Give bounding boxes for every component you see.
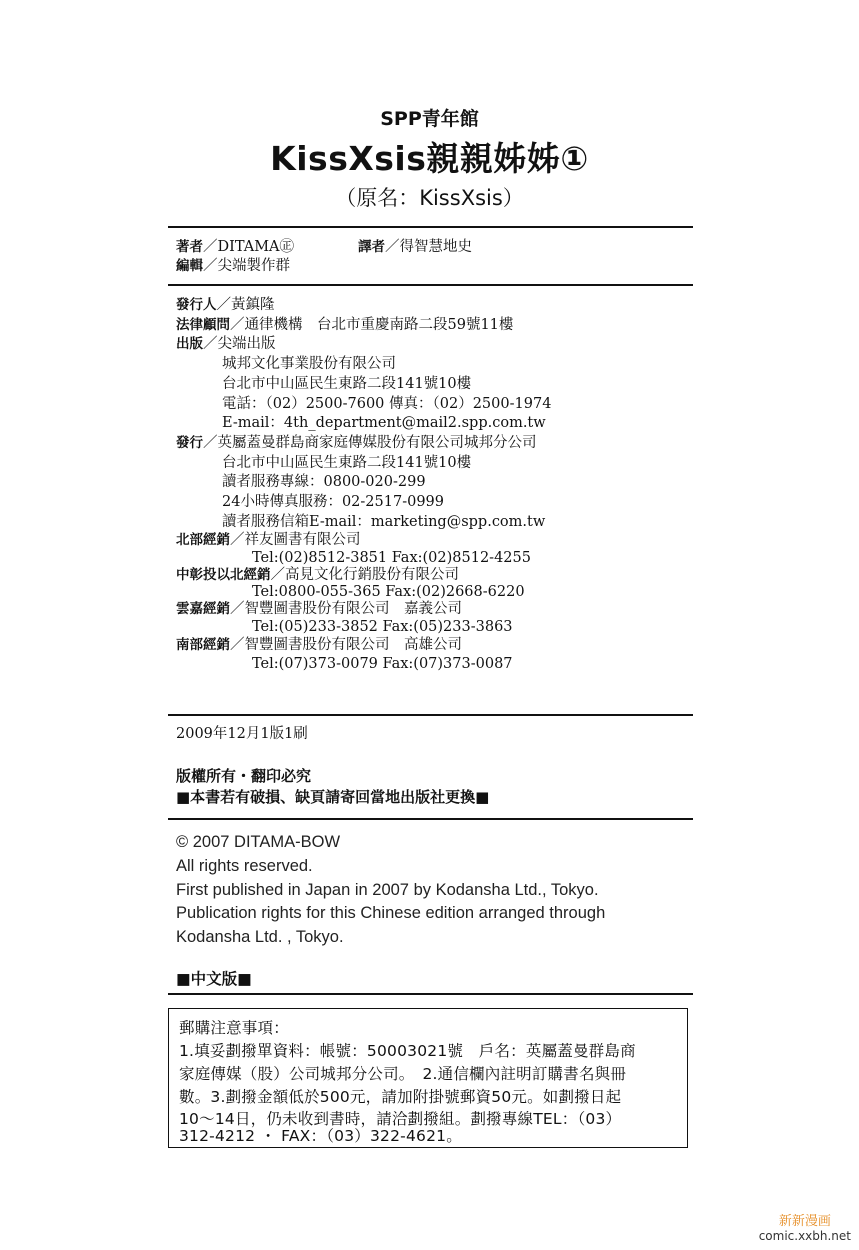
south-label: 南部經銷	[176, 637, 230, 653]
notice-line: 10～14日，仍未收到書時，請洽劃撥組。劃撥專線TEL：（03）	[179, 1110, 622, 1128]
yunjia-label: 雲嘉經銷	[176, 601, 230, 617]
imprint-label: SPP青年館	[380, 108, 479, 130]
legal-line: 法律顧問／通律機構 台北市重慶南路二段59號11樓	[176, 317, 514, 333]
watermark-url: comic.xxbh.net	[758, 1229, 851, 1243]
divider-credits	[168, 284, 693, 286]
editor-line: 編輯／尖端製作群	[176, 258, 290, 274]
publish-address-line: 城邦文化事業股份有限公司	[222, 356, 396, 372]
distribute-address-line: 台北市中山區民生東路二段141號10樓	[222, 455, 472, 471]
distribute-line: 發行／英屬蓋曼群島商家庭傳媒股份有限公司城邦分公司	[176, 435, 537, 451]
notice-line: 1.填妥劃撥單資料：帳號：50003021號 戶名：英屬蓋曼群島商	[179, 1042, 636, 1060]
translator-label: 譯者	[358, 239, 385, 255]
yunjia-distributor-line: 雲嘉經銷／智豐圖書股份有限公司 嘉義公司	[176, 601, 462, 617]
site-watermark	[759, 1214, 851, 1244]
translator-name: 得智慧地史	[399, 239, 472, 255]
publish-address-line: 台北市中山區民生東路二段141號10樓	[222, 376, 472, 392]
central-distributor-line: 中彰投以北經銷／高見文化行銷股份有限公司	[176, 567, 459, 583]
distribute-label: 發行	[176, 435, 203, 451]
edition-date: 2009年12月1版1刷	[176, 726, 308, 742]
notice-line: 家庭傳媒（股）公司城邦分公司。 2.通信欄內註明訂購書名與冊	[179, 1065, 627, 1083]
author-label: 著者	[176, 239, 203, 255]
distribute-fax-line: 24小時傳真服務：02-2517-0999	[222, 494, 445, 510]
publish-phone-line: 電話：（02）2500-7600 傳真：（02）2500-1974	[222, 396, 552, 412]
watermark-brand: 新新漫画	[778, 1214, 831, 1229]
legal-label: 法律顧問	[176, 317, 230, 333]
original-title: （原名：KissXsis）	[335, 186, 524, 210]
central-label: 中彰投以北經銷	[176, 567, 271, 583]
copyright-line: Publication rights for this Chinese edition arranged through	[176, 904, 606, 922]
copyright-line: © 2007 DITAMA-BOW	[176, 833, 341, 851]
distribute-hotline-line: 讀者服務專線：0800-020-299	[222, 474, 426, 490]
north-tel-line: Tel:(02)8512-3851 Fax:(02)8512-4255	[252, 550, 531, 566]
copyright-line: First published in Japan in 2007 by Kodansha Ltd., Tokyo.	[176, 881, 599, 899]
legal-value: 通律機構 台北市重慶南路二段59號11樓	[244, 317, 514, 333]
central-tel-line: Tel:0800-055-365 Fax:(02)2668-6220	[252, 584, 525, 600]
author-line: 著者／DITAMA㊣	[176, 239, 295, 255]
north-value: 祥友圖書有限公司	[244, 532, 361, 548]
publish-line: 出版／尖端出版	[176, 336, 276, 352]
divider-publishing	[168, 714, 693, 716]
author-name: DITAMA㊣	[217, 239, 295, 255]
publisher-label: 發行人	[176, 297, 217, 313]
replacement-notice: ■本書若有破損、缺頁請寄回當地出版社更換■	[176, 788, 490, 806]
copyright-line: All rights reserved.	[176, 857, 313, 875]
translator-line: 譯者／得智慧地史	[358, 239, 472, 255]
chinese-edition-label: ■中文版■	[176, 970, 252, 988]
publisher-line: 發行人／黃鎮隆	[176, 297, 275, 313]
publisher-name: 黃鎮隆	[231, 297, 275, 313]
notice-line: 數。3.劃撥金額低於500元，請加附掛號郵資50元。如劃撥日起	[179, 1088, 622, 1106]
north-label: 北部經銷	[176, 532, 230, 548]
notice-line: 312-4212 ・ FAX：（03）322-4621。	[179, 1127, 462, 1145]
editor-label: 編輯	[176, 258, 203, 274]
central-value: 高見文化行銷股份有限公司	[285, 567, 459, 583]
south-distributor-line: 南部經銷／智豐圖書股份有限公司 高雄公司	[176, 637, 462, 653]
mail-order-notice	[168, 1008, 688, 1148]
rights-reserved: 版權所有・翻印必究	[176, 767, 312, 785]
yunjia-value: 智豐圖書股份有限公司 嘉義公司	[244, 601, 462, 617]
yunjia-tel-line: Tel:(05)233-3852 Fax:(05)233-3863	[252, 619, 513, 635]
north-distributor-line: 北部經銷／祥友圖書有限公司	[176, 532, 361, 548]
divider-rights	[168, 818, 693, 820]
distribute-value: 英屬蓋曼群島商家庭傳媒股份有限公司城邦分公司	[217, 435, 537, 451]
copyright-line: Kodansha Ltd. , Tokyo.	[176, 928, 344, 946]
divider-top	[168, 226, 693, 228]
book-title: KissXsis親親姊姊①	[270, 139, 589, 178]
publish-label: 出版	[176, 336, 203, 352]
divider-edition	[168, 993, 693, 995]
publish-value: 尖端出版	[217, 336, 276, 352]
distribute-email-line: 讀者服務信箱E-mail：marketing@spp.com.tw	[222, 514, 546, 530]
south-tel-line: Tel:(07)373-0079 Fax:(07)373-0087	[252, 656, 513, 672]
notice-title: 郵購注意事項：	[179, 1019, 289, 1037]
editor-name: 尖端製作群	[217, 258, 290, 274]
south-value: 智豐圖書股份有限公司 高雄公司	[244, 637, 462, 653]
publish-email-line: E-mail：4th_department@mail2.spp.com.tw	[222, 415, 546, 431]
